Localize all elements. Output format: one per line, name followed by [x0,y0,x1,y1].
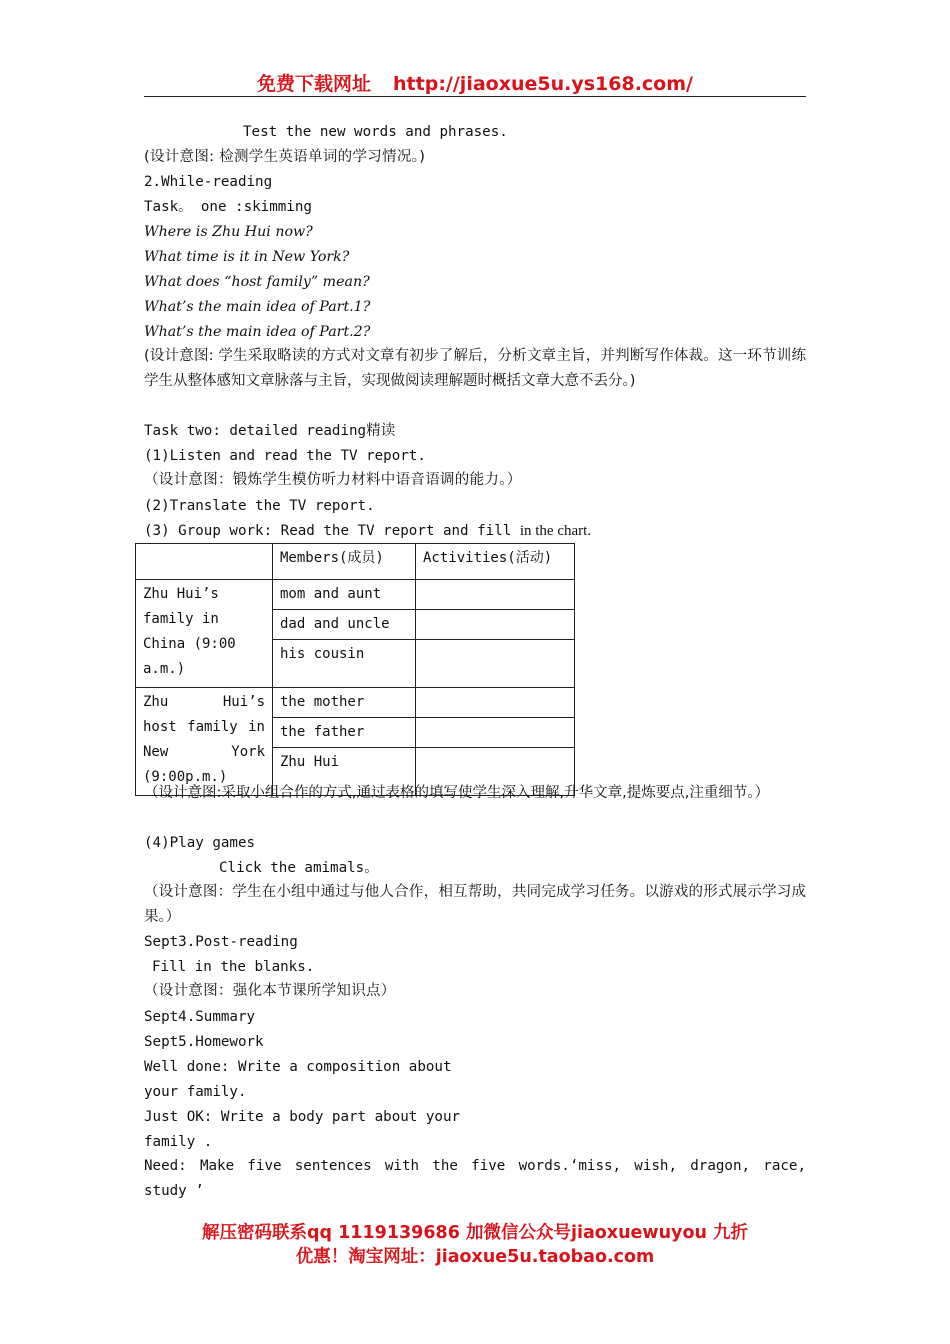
group-2-line-3: New York [143,744,265,760]
homework-3a: Need: Make five sentences with the five words.‘miss, wish, dragon, race, [144,1158,806,1174]
chart-header-activities: Activities(活动) [416,544,575,580]
homework-2b: family . [144,1134,213,1150]
footer-line-1: 解压密码联系qq 1119139686 加微信公众号jiaoxuewuyou 九折 [201,1223,749,1243]
activity-cell[interactable] [416,640,575,688]
member-cell: Zhu Hui [273,748,416,796]
chart-header-members: Members(成员) [273,544,416,580]
chart-header-row [136,544,575,580]
design-note-5: （设计意图：学生在小组中通过与他人合作，相互帮助，共同完成学习任务。以游戏的形式展示学习成果。） [144,884,806,925]
member-cell: the father [273,718,416,748]
activity-chart [135,543,575,796]
activity-cell[interactable] [416,718,575,748]
task-two-text: Task two: detailed reading [144,423,367,439]
footer-line-2: 优惠！淘宝网址：jiaoxue5u.taobao.com [295,1247,655,1267]
task-two-line [144,421,396,441]
while-reading-heading: 2.While-reading [144,174,273,190]
question-4: What’s the main idea of Part.1? [144,299,371,315]
post-reading-heading: Sept3.Post-reading [144,934,298,950]
member-cell: mom and aunt [273,580,416,610]
task-one-line: Task。 one :skimming [144,199,312,215]
step-1-line: (1)Listen and read the TV report. [144,448,426,464]
group-1-line-1: Zhu Hui’s [143,586,219,602]
step-4-line: (4)Play games [144,835,256,851]
step-2-line: (2)Translate the TV report. [144,498,375,514]
design-note-1: (设计意图: 检测学生英语单词的学习情况。) [144,149,426,165]
homework-1a: Well done: Write a composition about [144,1059,452,1075]
homework-3b: study ’ [144,1183,204,1199]
question-1: Where is Zhu Hui now? [144,224,313,240]
group-1-label [136,580,273,688]
question-3: What does “host family” mean? [144,274,370,290]
group-2-line-2: host family in [143,719,265,735]
design-note-6: （设计意图：强化本节课所学知识点） [144,983,396,999]
homework-1b: your family. [144,1084,247,1100]
homework-2a: Just OK: Write a body part about your [144,1109,461,1125]
fill-blanks-line: Fill in the blanks. [152,959,315,975]
activity-cell[interactable] [416,610,575,640]
step-3-text: (3) Group work: Read the TV report and fill [144,523,512,539]
summary-heading: Sept4.Summary [144,1009,256,1025]
click-animals-line: Click the amimals。 [219,860,379,876]
test-words-line: Test the new words and phrases. [243,124,508,140]
activity-cell[interactable] [416,580,575,610]
header-text [144,69,806,96]
group-1-line-2: family in [143,611,219,627]
page-header [144,66,806,97]
step-3-tail: in the chart. [519,523,592,539]
header-url-link[interactable]: http://jiaoxue5u.ys168.com/ [393,73,693,95]
design-note-4: （设计意图:采取小组合作的方式,通过表格的填写使学生深入理解,升华文章,提炼要点,注重细节。） [144,785,770,801]
step-3-line [144,521,591,541]
activity-cell[interactable] [416,688,575,718]
task-two-cn: 精读 [366,423,396,439]
member-cell: dad and uncle [273,610,416,640]
homework-heading: Sept5.Homework [144,1034,264,1050]
design-note-2: (设计意图: 学生采取略读的方式对文章有初步了解后，分析文章主旨，并判断写作体裁。这一环节训练学生从整体感知文章脉落与主旨，实现做阅读理解题时概括文章大意不丢分。) [144,348,806,389]
header-label: 免费下载网址 [257,73,372,95]
group-2-line-4: (9:00p.m.) [143,769,228,785]
chart-header-empty [136,544,273,580]
group-2-line-1: Zhu Hui’s [143,694,265,710]
table-row [136,580,575,610]
group-1-line-3: China (9:00 [143,636,236,652]
group-1-line-4: a.m.) [143,661,186,677]
question-5: What’s the main idea of Part.2? [144,324,371,340]
table-row [136,688,575,718]
question-2: What time is it in New York? [144,249,350,265]
group-2-label [136,688,273,796]
member-cell: the mother [273,688,416,718]
design-note-3: （设计意图：锻炼学生模仿听力材料中语音语调的能力。） [144,472,522,488]
member-cell: his cousin [273,640,416,688]
